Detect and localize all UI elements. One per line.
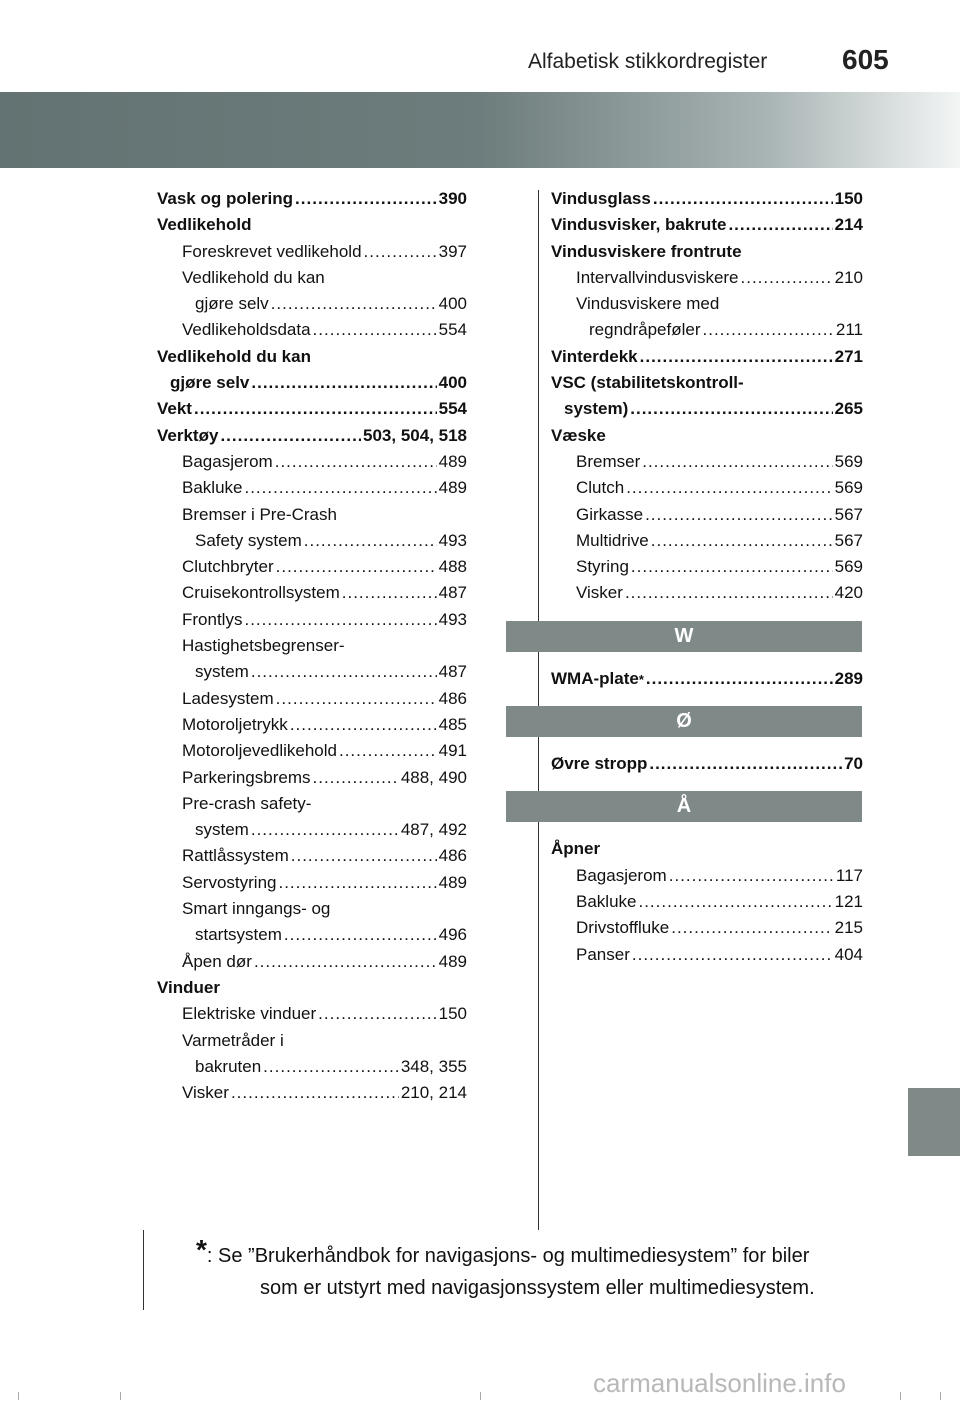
index-entry [551, 915, 863, 941]
index-entry-label: Elektriske vinduer [182, 1004, 317, 1024]
dot-leader [278, 870, 436, 896]
index-entry-page: 488 [438, 557, 467, 577]
index-entry-label: system [195, 820, 249, 840]
index-entry [551, 449, 863, 475]
index-entry-label: Varmetråder i [182, 1030, 284, 1050]
index-column-right [551, 186, 863, 968]
index-entry-label: bakruten [195, 1056, 262, 1076]
index-entry: WMA-plate * ..... 289 [551, 666, 863, 692]
page-title: Alfabetisk stikkordregister [528, 50, 768, 73]
index-entry [157, 186, 467, 212]
index-entry-label: Visker [182, 1083, 229, 1103]
index-entry [157, 870, 467, 896]
index-entry [157, 817, 467, 843]
index-entry [157, 265, 467, 291]
index-entry [551, 265, 863, 291]
footnote-marker: * [196, 1234, 207, 1265]
index-entry-page: 150 [834, 189, 863, 208]
dot-leader [741, 265, 833, 291]
index-entry-page: 503, 504, 518 [363, 425, 467, 445]
index-entry-page: 487 [438, 662, 467, 682]
index-entry-label: Vask og polering [157, 189, 294, 208]
index-entry-label: Vedlikehold du kan [182, 267, 325, 287]
index-entry-page: 569 [834, 451, 863, 471]
dot-leader [653, 186, 833, 212]
index-entry-page: 489 [438, 872, 467, 892]
dot-leader [244, 475, 436, 501]
index-entry [551, 423, 863, 449]
index-entry [157, 738, 467, 764]
index-entry-page: 150 [438, 1004, 467, 1024]
index-entry [157, 1001, 467, 1027]
dot-leader [703, 317, 834, 343]
dot-leader [276, 554, 437, 580]
dot-leader [313, 765, 399, 791]
chapter-side-tab [908, 1088, 960, 1156]
index-entry [551, 291, 863, 317]
dot-leader [728, 212, 832, 238]
dot-leader [632, 942, 833, 968]
index-entry [551, 475, 863, 501]
index-entry [551, 239, 863, 265]
index-entry [157, 607, 467, 633]
index-entry-label: gjøre selv [195, 294, 269, 314]
index-entry-label: Vedlikehold du kan [157, 346, 311, 366]
dot-leader [276, 686, 437, 712]
section-letter-bar: Ø [506, 706, 862, 737]
index-entry [157, 449, 467, 475]
index-entry-label: Parkeringsbrems [182, 767, 311, 787]
index-entry-label: WMA-plate [551, 668, 639, 688]
index-entry-label: Vindusglass [551, 189, 651, 208]
index-entry [157, 344, 467, 370]
index-entry [157, 396, 467, 422]
index-entry-label: Åpner [551, 839, 601, 859]
index-entry [551, 836, 863, 862]
index-entry-label: VSC (stabilitetskontroll- [551, 373, 744, 393]
index-entry-label: Væske [551, 425, 606, 445]
index-entry [157, 239, 467, 265]
index-column-left [157, 186, 467, 1106]
index-entry-page: 496 [438, 925, 467, 945]
index-entry-page: 404 [834, 944, 863, 964]
index-entry-label: Motoroljevedlikehold [182, 741, 337, 761]
index-entry-page: 420 [834, 583, 863, 603]
index-entry-page: 489 [438, 451, 467, 471]
index-entry [157, 975, 467, 1001]
index-entry [551, 751, 863, 777]
index-entry [157, 659, 467, 685]
index-entry [551, 344, 863, 370]
index-entry-label: Rattlåssystem [182, 846, 289, 866]
index-entry-label: startsystem [195, 925, 282, 945]
index-entry [551, 186, 863, 212]
index-entry-label: Bremser [576, 451, 641, 471]
index-entry-label: Clutchbryter [182, 557, 274, 577]
index-entry [157, 843, 467, 869]
index-entry [157, 712, 467, 738]
index-entry-label: system [195, 662, 249, 682]
dot-leader [649, 751, 842, 777]
index-entry-label: Verktøy [157, 425, 219, 445]
index-entry [157, 502, 467, 528]
section-letter-bar: Å [506, 791, 862, 822]
index-entry-label: Intervallvindusviskere [576, 267, 739, 287]
index-entry [157, 554, 467, 580]
index-entry-label: Girkasse [576, 504, 644, 524]
index-entry-page: 265 [834, 399, 863, 419]
index-entry [157, 1028, 467, 1054]
index-entry-label: Bakluke [182, 478, 243, 498]
index-entry-page: 486 [438, 846, 467, 866]
index-entry [157, 949, 467, 975]
dot-leader [271, 291, 437, 317]
left-rule [143, 1230, 144, 1310]
dot-leader [630, 396, 832, 422]
index-entry-page: 487, 492 [400, 820, 467, 840]
dot-leader [671, 915, 832, 941]
index-entry-page: 569 [834, 557, 863, 577]
index-entry-label: Multidrive [576, 530, 649, 550]
index-entry-page: 210, 214 [400, 1083, 467, 1103]
dot-leader [364, 239, 437, 265]
dot-leader [194, 396, 437, 422]
index-entry-label: Pre-crash safety- [182, 793, 312, 813]
index-entry-page: 215 [834, 918, 863, 938]
index-entry [157, 686, 467, 712]
index-entry-page: 554 [438, 399, 467, 419]
index-entry-label: Visker [576, 583, 623, 603]
index-entry-label: Clutch [576, 478, 625, 498]
index-entry-label: Ladesystem [182, 688, 274, 708]
dot-leader [318, 1001, 436, 1027]
index-entry-label: Hastighetsbegrenser- [182, 636, 345, 656]
footnote-line-2: som er utstyrt med navigasjonssystem eller multimediesystem. [260, 1277, 815, 1299]
index-entry-label: Vindusviskere frontrute [551, 241, 742, 261]
dot-leader [304, 528, 437, 554]
index-entry-label: Safety system [195, 530, 302, 550]
dot-leader [244, 607, 436, 633]
index-entry [157, 370, 467, 396]
index-entry-label: Vekt [157, 399, 192, 419]
index-entry [157, 633, 467, 659]
index-entry [157, 528, 467, 554]
dot-leader [646, 666, 833, 692]
index-entry-page: 397 [438, 241, 467, 261]
index-entry-label: Bakluke [576, 891, 637, 911]
index-entry [551, 580, 863, 606]
index-entry-page: 487 [438, 583, 467, 603]
index-entry [551, 889, 863, 915]
index-entry-label: system) [564, 399, 629, 419]
index-entry-page: 214 [834, 215, 863, 235]
index-entry-label: Bremser i Pre-Crash [182, 504, 337, 524]
index-entry-page: 493 [438, 609, 467, 629]
index-entry [551, 396, 863, 422]
index-entry [157, 212, 467, 238]
index-entry [157, 922, 467, 948]
index-entry-page: 210 [834, 267, 863, 287]
index-entry [551, 317, 863, 343]
index-entry-page: 390 [438, 189, 467, 208]
dot-leader [291, 843, 437, 869]
index-entry [551, 554, 863, 580]
index-entry-label: Åpen dør [182, 951, 252, 971]
dot-leader [275, 449, 437, 475]
dot-leader [645, 502, 833, 528]
index-entry-label: Bagasjerom [576, 865, 667, 885]
index-entry-label: Motoroljetrykk [182, 714, 288, 734]
index-entry-page: 486 [438, 688, 467, 708]
index-entry-page: 121 [834, 891, 863, 911]
index-entry [551, 370, 863, 396]
index-entry [157, 1054, 467, 1080]
index-entry-page: 489 [438, 951, 467, 971]
index-entry-page: 554 [438, 320, 467, 340]
index-entry-page: 493 [438, 530, 467, 550]
dot-leader [638, 889, 832, 915]
index-entry-label: Styring [576, 557, 629, 577]
dot-leader [669, 863, 834, 889]
index-entry-label: Smart inngangs- og [182, 899, 331, 919]
index-entry-page: 348, 355 [400, 1056, 467, 1076]
index-entry-label: Frontlys [182, 609, 243, 629]
watermark: carmanualsonline.info [593, 1368, 846, 1398]
index-entry [551, 502, 863, 528]
index-entry [157, 317, 467, 343]
index-entry [157, 896, 467, 922]
index-entry-label: Vindusviskere med [576, 294, 720, 314]
dot-leader [626, 475, 832, 501]
index-entry-page: 289 [834, 668, 863, 688]
index-entry-page: 567 [834, 530, 863, 550]
dot-leader [251, 370, 436, 396]
index-entry [551, 528, 863, 554]
index-entry-label: Bagasjerom [182, 451, 273, 471]
dot-leader [342, 580, 437, 606]
dot-leader [251, 659, 437, 685]
index-entry-label: Drivstoffluke [576, 918, 670, 938]
dot-leader [254, 949, 437, 975]
index-entry-label: Foreskrevet vedlikehold [182, 241, 362, 261]
index-entry-label: Vindusvisker, bakrute [551, 215, 727, 235]
index-entry-page: 567 [834, 504, 863, 524]
index-entry [157, 423, 467, 449]
index-entry-label: Vedlikeholdsdata [182, 320, 311, 340]
dot-leader [631, 554, 833, 580]
index-entry-label: gjøre selv [170, 373, 250, 393]
index-entry-label: Øvre stropp [551, 754, 648, 774]
dot-leader [263, 1054, 399, 1080]
index-entry [551, 863, 863, 889]
index-entry-page: 485 [438, 714, 467, 734]
dot-leader [251, 817, 399, 843]
index-entry-label: Panser [576, 944, 630, 964]
dot-leader [339, 738, 437, 764]
index-entry-page: 489 [438, 478, 467, 498]
dot-leader [651, 528, 833, 554]
dot-leader [642, 449, 832, 475]
footnote-line-1: : Se ”Brukerhåndbok for navigasjons- og multimediesystem” for biler [206, 1245, 810, 1267]
index-entry-page: 117 [835, 865, 863, 885]
index-entry-label: Cruisekontrollsystem [182, 583, 340, 603]
index-entry-label: Vinterdekk [551, 346, 638, 366]
index-entry [157, 791, 467, 817]
section-letter-bar: W [506, 621, 862, 652]
index-entry-page: 569 [834, 478, 863, 498]
index-entry [551, 942, 863, 968]
dot-leader [290, 712, 437, 738]
crop-marks [0, 1392, 960, 1402]
dot-leader [220, 423, 361, 449]
header-banner [0, 92, 960, 168]
dot-leader [625, 580, 833, 606]
dot-leader [231, 1080, 399, 1106]
index-entry [157, 291, 467, 317]
index-entry-label: Vinduer [157, 977, 220, 997]
index-entry-label: Servostyring [182, 872, 277, 892]
index-entry-page: 488, 490 [400, 767, 467, 787]
index-entry-label: Vedlikehold [157, 215, 252, 235]
dot-leader [640, 344, 833, 370]
index-entry [157, 765, 467, 791]
index-entry [157, 580, 467, 606]
index-entry [551, 212, 863, 238]
footnote [196, 1234, 866, 1304]
dot-leader [284, 922, 437, 948]
index-entry-page: 491 [438, 741, 467, 761]
index-entry-label: regndråpeføler [589, 320, 701, 340]
index-entry-page: 400 [438, 294, 467, 314]
index-entry-page: 271 [834, 346, 863, 366]
index-entry-page: 70 [844, 754, 863, 774]
index-entry [157, 1080, 467, 1106]
index-entry-page: 211 [835, 320, 863, 340]
page-number: 605 [842, 44, 889, 75]
index-entry-page: 400 [438, 373, 467, 393]
dot-leader [295, 186, 437, 212]
index-entry [157, 475, 467, 501]
dot-leader [313, 317, 437, 343]
